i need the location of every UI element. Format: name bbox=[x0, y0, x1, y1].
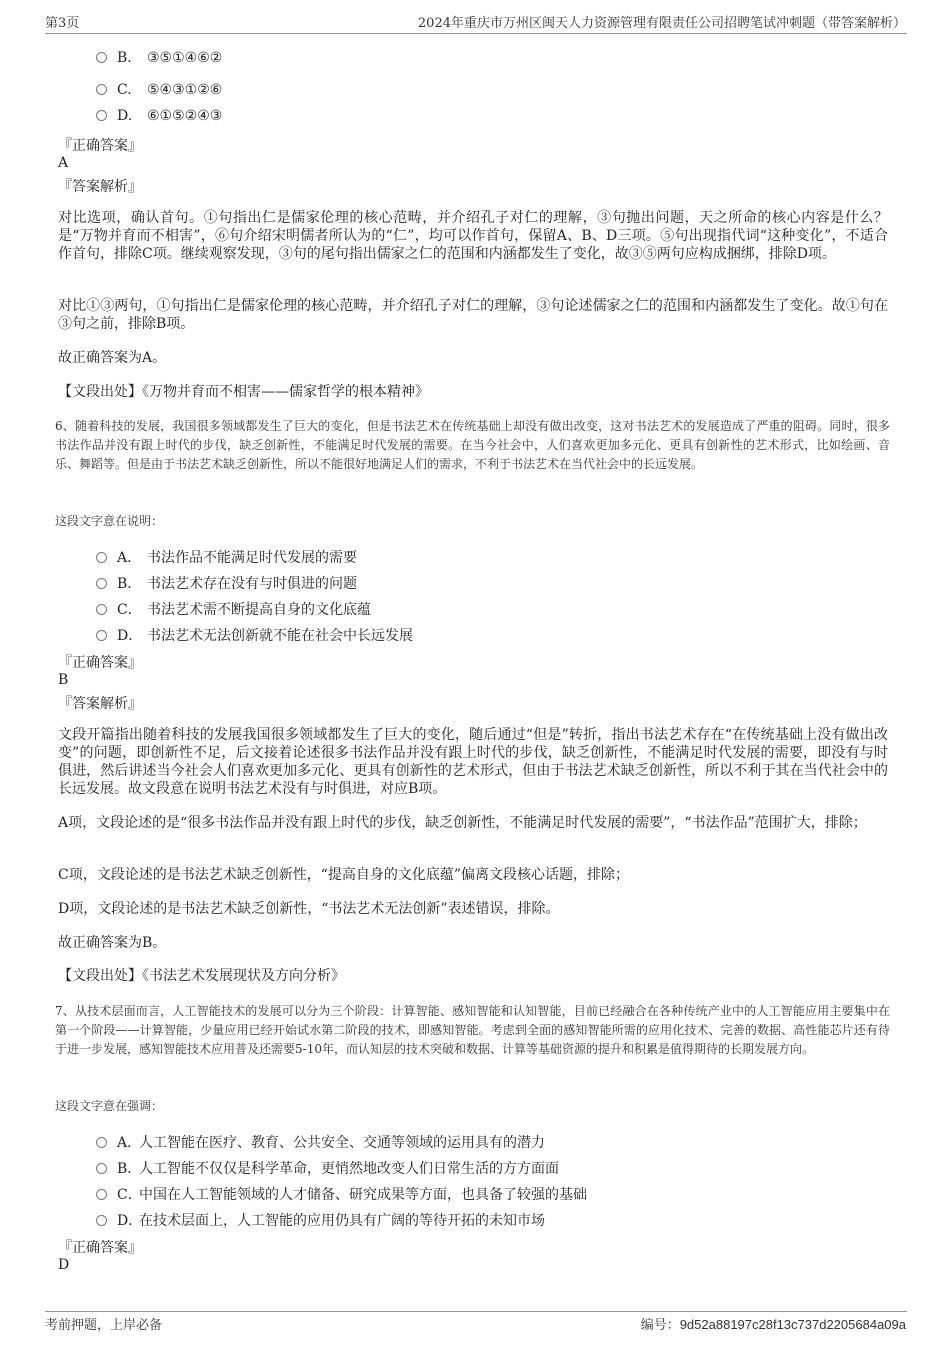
q5-answer: A bbox=[58, 155, 69, 171]
radio-icon[interactable] bbox=[96, 52, 107, 63]
radio-icon[interactable] bbox=[96, 1189, 107, 1200]
radio-icon[interactable] bbox=[96, 84, 107, 95]
q5-analysis-p2: 对比①③两句，①句指出仁是儒家伦理的核心范畴，并介绍孔子对仁的理解，③句论述儒家之仁的范围和内涵都发生了变化。故①句在③句之前，排除B项。 bbox=[58, 298, 888, 332]
radio-icon[interactable] bbox=[96, 110, 107, 121]
q5-option-c[interactable]: C. ⑤④③①②⑥ bbox=[96, 82, 222, 98]
radio-icon[interactable] bbox=[96, 1215, 107, 1226]
radio-icon[interactable] bbox=[96, 1137, 107, 1148]
q7-option-d[interactable]: D．在技术层面上，人工智能的应用仍具有广阔的等待开拓的未知市场 bbox=[96, 1210, 545, 1230]
radio-icon[interactable] bbox=[96, 604, 107, 615]
q6-analysis-p3: C项，文段论述的是书法艺术缺乏创新性，“提高自身的文化底蕴”偏离文段核心话题，排除； bbox=[58, 867, 630, 883]
q6-option-b[interactable]: B． 书法艺术存在没有与时俱进的问题 bbox=[96, 573, 357, 593]
q5-option-b[interactable]: B. ③⑤①④⑥② bbox=[96, 50, 222, 66]
q7-answer: D bbox=[58, 1257, 70, 1273]
q5-option-d[interactable]: D. ⑥①⑤②④③ bbox=[96, 108, 222, 124]
q7-option-c[interactable]: C．中国在人工智能领域的人才储备、研究成果等方面，也具备了较强的基础 bbox=[96, 1184, 587, 1204]
q6-analysis-p2: A项，文段论述的是“很多书法作品并没有跟上时代的步伐，缺乏创新性，不能满足时代发展的需要”，“书法作品”范围扩大，排除； bbox=[58, 815, 867, 831]
radio-icon[interactable] bbox=[96, 1163, 107, 1174]
radio-icon[interactable] bbox=[96, 578, 107, 589]
header-divider bbox=[45, 33, 907, 34]
q7-option-b[interactable]: B．人工智能不仅仅是科学革命，更悄然地改变人们日常生活的方方面面 bbox=[96, 1158, 559, 1178]
q6-option-c[interactable]: C． 书法艺术需不断提高自身的文化底蕴 bbox=[96, 599, 371, 619]
q5-analysis-label: 『答案解析』 bbox=[58, 179, 142, 195]
page-number: 第3页 bbox=[45, 16, 80, 31]
radio-icon[interactable] bbox=[96, 552, 107, 563]
q5-answer-label: 『正确答案』 bbox=[58, 138, 142, 154]
radio-icon[interactable] bbox=[96, 630, 107, 641]
q6-analysis-p5: 故正确答案为B。 bbox=[58, 935, 167, 951]
q5-analysis-p1: 对比选项，确认首句。①句指出仁是儒家伦理的核心范畴，并介绍孔子对仁的理解，③句抛出问题，天之所命的核心内容是什么？是“万物并育而不相害”，⑥句介绍宋明儒者所认为的“仁”，均可以作首句，保留A、B、D三项。⑤句出现指代词“这种变化”，不适合作首句，排除C项。继续观察发现，③句的尾句指出儒家之仁的范围和内涵都发生了变化，故③⑤两句应构成捆绑，排除D项。 bbox=[58, 210, 888, 262]
footer-code: 编号：9d52a88197c28f13c737d2205684a09a bbox=[640, 1317, 906, 1332]
q6-analysis-label: 『答案解析』 bbox=[58, 696, 142, 712]
q7-prompt: 这段文字意在强调： bbox=[55, 1099, 164, 1113]
q7-stem: 7、从技术层面而言，人工智能技术的发展可以分为三个阶段：计算智能、感知智能和认知智能，目前已经融合在各种传统产业中的人工智能应用主要集中在第一个阶段——计算智能，少量应用已经开始试水第二阶段的技术，即感知智能。考虑到全面的感知智能所需的应用化技术、完善的数据、高性能芯片还有待于进一步发展，感知智能技术应用普及还需要5-10年，而认知层的技术突破和数据、计算等基础资源的提升和积累是值得期待的长期发展方向。 bbox=[55, 1004, 890, 1056]
footer-slogan: 考前押题，上岸必备 bbox=[45, 1318, 163, 1333]
q7-option-a[interactable]: A．人工智能在医疗、教育、公共安全、交通等领域的运用具有的潜力 bbox=[96, 1132, 545, 1152]
q7-answer-label: 『正确答案』 bbox=[58, 1240, 142, 1256]
q6-answer-label: 『正确答案』 bbox=[58, 655, 142, 671]
footer-divider bbox=[45, 1311, 907, 1312]
q6-option-d[interactable]: D． 书法艺术无法创新就不能在社会中长远发展 bbox=[96, 625, 413, 645]
q6-source: 【文段出处】《书法艺术发展现状及方向分析》 bbox=[58, 968, 345, 984]
q6-prompt: 这段文字意在说明： bbox=[55, 514, 164, 528]
document-title: 2024年重庆市万州区闽天人力资源管理有限责任公司招聘笔试冲刺题（带答案解析） bbox=[417, 16, 906, 31]
q6-analysis-p1: 文段开篇指出随着科技的发展我国很多领域都发生了巨大的变化，随后通过“但是”转折，指出书法艺术存在“在传统基础上没有做出改变”的问题，即创新性不足，后文接着论述很多书法作品并没有跟上时代的步伐，缺乏创新性，不能满足时代发展的需要，即没有与时俱进，然后讲述当今社会人们喜欢更加多元化、更具有创新性的艺术形式，但由于书法艺术缺乏创新性，所以不利于其在当代社会中的长远发展。故文段意在说明书法艺术没有与时俱进，对应B项。 bbox=[58, 727, 888, 797]
q6-option-a[interactable]: A． 书法作品不能满足时代发展的需要 bbox=[96, 547, 357, 567]
q5-analysis-p3: 故正确答案为A。 bbox=[58, 350, 167, 366]
q6-stem: 6、随着科技的发展，我国很多领域都发生了巨大的变化，但是书法艺术在传统基础上却没有做出改变，这对书法艺术的发展造成了严重的阻碍。同时，很多书法作品并没有跟上时代的步伐，缺乏创新性，不能满足时代发展的需要。在当今社会中，人们喜欢更加多元化、更具有创新性的艺术形式，比如绘画、音乐、舞蹈等。但是由于书法艺术缺乏创新性，所以不能很好地满足人们的需求，不利于书法艺术在当代社会中的长远发展。 bbox=[55, 419, 890, 471]
q6-analysis-p4: D项，文段论述的是书法艺术缺乏创新性，“书法艺术无法创新”表述错误，排除。 bbox=[58, 901, 560, 917]
q6-answer: B bbox=[58, 672, 69, 688]
q5-source: 【文段出处】《万物并育而不相害——儒家哲学的根本精神》 bbox=[58, 384, 429, 400]
